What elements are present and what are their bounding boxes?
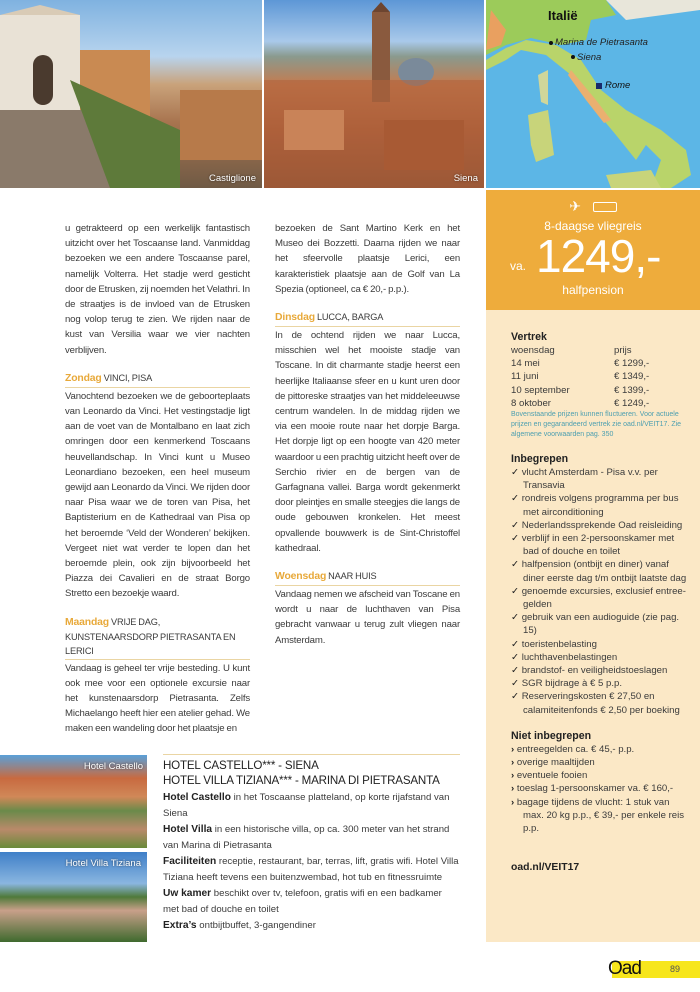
hotel-villa-tiziana-photo bbox=[0, 852, 147, 942]
included-item bbox=[511, 677, 692, 690]
included-item bbox=[511, 664, 692, 677]
divider bbox=[163, 754, 460, 755]
departure-date: 14 mei bbox=[511, 358, 540, 370]
day-heading bbox=[275, 569, 460, 586]
included-item bbox=[511, 690, 692, 716]
board-type: halfpension bbox=[562, 283, 624, 297]
row-text: beschikt over tv, telefoon, gratis wifi en een badkamer met bad of douche en toilet bbox=[163, 888, 442, 915]
row-text: receptie, restaurant, bar, terras, lift, gratis wifi. Hotel Villa Tiziana heeft tevens een buitenzwembad, hot tub en fitnessruimte bbox=[163, 856, 459, 883]
map-place-label: Siena bbox=[577, 52, 602, 63]
day-places: VRIJE DAG, KUNSTENAARSDORP PIETRASANTA EN LERICI bbox=[65, 616, 236, 656]
bus-icon bbox=[593, 202, 617, 212]
row-text: in een historische villa, op ca. 300 meter van het strand van Marina di Pietrasanta bbox=[163, 824, 450, 851]
hotel-castello-photo bbox=[0, 755, 147, 848]
excluded-item bbox=[511, 782, 692, 795]
itinerary-text: Vandaag nemen we afscheid van Toscane en wordt u naar de luchthaven van Pisa gebracht vanwaar u terug zult vliegen naar Amsterdam. bbox=[275, 589, 460, 646]
map-place-label: Rome bbox=[605, 80, 631, 91]
excluded-item bbox=[511, 769, 692, 782]
day-places: VINCI, PISA bbox=[103, 372, 153, 383]
item-text: vlucht Amsterdam - Pisa v.v. per Transavia bbox=[521, 467, 658, 492]
included-list bbox=[511, 466, 692, 717]
page-number: 89 bbox=[670, 964, 681, 974]
photo-caption: Hotel Villa Tiziana bbox=[65, 858, 141, 869]
item-text: brandstof- en veiligheidstoeslagen bbox=[521, 665, 668, 677]
check-icon: ✓ bbox=[511, 691, 520, 703]
col-header: woensdag bbox=[511, 345, 555, 356]
row-label: Uw kamer bbox=[163, 888, 212, 899]
excluded-item bbox=[511, 796, 692, 836]
item-text: Reserveringskosten € 27,50 en calamiteitenfonds € 2,50 per boeking bbox=[521, 691, 680, 716]
check-icon: ✓ bbox=[511, 533, 520, 545]
day-places: LUCCA, BARGA bbox=[316, 312, 384, 323]
departure-price: € 1249,- bbox=[614, 397, 650, 409]
included-item bbox=[511, 558, 692, 584]
hotel-row bbox=[163, 918, 460, 934]
day-name: Dinsdag bbox=[275, 312, 315, 324]
excluded-item bbox=[511, 743, 692, 756]
itinerary-text: bezoeken de Sant Martino Kerk en het Museo dei Bozzetti. Daarna rijden we naar het sfeervolle plaatsje Lerici, een karakteristiek plaatsje aan de Golf van La Spezia (optioneel, ca € 20,- p.p.). bbox=[275, 223, 460, 295]
check-icon: ✓ bbox=[511, 665, 520, 677]
row-label: Hotel Castello bbox=[163, 792, 231, 803]
plane-icon: ✈ bbox=[569, 198, 582, 214]
check-icon: ✓ bbox=[511, 493, 520, 505]
chevron-right-icon: › bbox=[511, 783, 515, 795]
item-text: bagage tijdens de vlucht: 1 stuk van max. 20 kg p.p., € 39,- per enkele reis p.p. bbox=[516, 796, 685, 835]
map-country-label: Italië bbox=[548, 8, 578, 23]
trip-link[interactable]: oad.nl/VEIT17 bbox=[511, 862, 580, 874]
departure-date: 10 september bbox=[511, 384, 570, 396]
itinerary-text: u getrakteerd op een werkelijk fantastisch uitzicht over het Toscaanse land. Vanmiddag bezoeken we een andere Toscaanse parel, namelijk Volterra. Het stadje werd gesticht door de Etrusken, zij noemden het Velathri. In de straatjes is de invloed van de Etrusken nog volop terug te zien. We rijden naar de kust van Versilia waar we vier nachten verblijven. bbox=[65, 223, 250, 356]
item-text: overige maaltijden bbox=[516, 757, 595, 769]
chevron-right-icon: › bbox=[511, 770, 515, 782]
check-icon: ✓ bbox=[511, 678, 520, 690]
price-amount: 1249,- bbox=[536, 230, 661, 282]
included-item bbox=[511, 492, 692, 518]
price-note: Bovenstaande prijzen kunnen fluctueren. Voor actuele prijzen en gegarandeerd vertrek zie oad.nl/VEIT17. Zie algemene voorwaarden pag. 350 bbox=[511, 411, 682, 439]
photo-castiglione bbox=[0, 0, 262, 188]
day-heading bbox=[65, 371, 250, 388]
row-label: Hotel Villa bbox=[163, 824, 213, 835]
check-icon: ✓ bbox=[511, 519, 520, 531]
hotel-row bbox=[163, 822, 460, 854]
included-item bbox=[511, 532, 692, 558]
itinerary-column-left bbox=[65, 221, 250, 737]
itinerary-text: Vandaag is geheel ter vrije besteding. U kunt ook mee voor een optionele excursie naar het kunstenaarsdorp Pietrasanta. Zelfs Michaelango heeft hier een atelier gehad. We maken een wandeling door het plaatsje en bbox=[65, 662, 250, 735]
photo-caption: Castiglione bbox=[209, 173, 256, 184]
check-icon: ✓ bbox=[511, 651, 520, 663]
item-text: luchthavenbelastingen bbox=[521, 651, 618, 663]
hotel-title: HOTEL CASTELLO*** - SIENA bbox=[163, 759, 319, 772]
day-heading bbox=[275, 310, 460, 327]
included-item bbox=[511, 585, 692, 611]
item-text: toeristenbelasting bbox=[521, 638, 597, 650]
item-text: entreegelden ca. € 45,- p.p. bbox=[516, 743, 635, 755]
departure-date: 11 juni bbox=[511, 371, 539, 383]
excluded-list bbox=[511, 743, 692, 835]
departure-price: € 1299,- bbox=[614, 358, 650, 370]
hotel-row bbox=[163, 854, 460, 886]
check-icon: ✓ bbox=[511, 612, 520, 624]
map-italy bbox=[486, 0, 700, 188]
day-heading bbox=[65, 615, 250, 660]
vertrek-heading: Vertrek bbox=[511, 331, 547, 343]
price-box bbox=[486, 190, 700, 310]
photo-caption: Hotel Castello bbox=[83, 761, 143, 772]
item-text: Nederlandssprekende Oad reisleiding bbox=[521, 519, 683, 531]
itinerary-column-middle bbox=[275, 221, 460, 648]
col-header: prijs bbox=[614, 345, 632, 356]
departure-price: € 1349,- bbox=[614, 371, 650, 383]
excluded-item bbox=[511, 756, 692, 769]
day-name: Zondag bbox=[65, 372, 102, 384]
day-places: NAAR HUIS bbox=[328, 571, 377, 582]
included-item bbox=[511, 651, 692, 664]
footer-bar bbox=[608, 958, 700, 979]
check-icon: ✓ bbox=[511, 638, 520, 650]
trip-length: 8-daagse vliegreis bbox=[544, 219, 642, 233]
row-text: in het Toscaanse platteland, op korte rijafstand van Siena bbox=[163, 792, 450, 819]
item-text: SGR bijdrage à € 5 p.p. bbox=[521, 678, 622, 690]
info-panel bbox=[486, 310, 700, 942]
item-text: rondreis volgens programma per bus met airconditioning bbox=[521, 493, 679, 518]
departure-table bbox=[511, 344, 692, 410]
niet-inbegrepen-heading: Niet inbegrepen bbox=[511, 729, 592, 742]
inbegrepen-heading: Inbegrepen bbox=[511, 453, 569, 466]
day-name: Woensdag bbox=[275, 571, 327, 583]
chevron-right-icon: › bbox=[511, 743, 515, 755]
chevron-right-icon: › bbox=[511, 796, 515, 808]
row-text: ontbijtbuffet, 3-gangendiner bbox=[196, 920, 316, 931]
hotel-row bbox=[163, 886, 460, 918]
departure-date: 8 oktober bbox=[511, 397, 552, 409]
photo-siena bbox=[264, 0, 484, 188]
day-name: Maandag bbox=[65, 616, 109, 628]
included-item bbox=[511, 638, 692, 651]
check-icon: ✓ bbox=[511, 559, 520, 571]
hotel-row bbox=[163, 790, 460, 822]
item-text: toeslag 1-persoonskamer va. € 160,- bbox=[516, 783, 674, 795]
item-text: genoemde excursies, exclusief entree-gelden bbox=[521, 585, 686, 611]
check-icon: ✓ bbox=[511, 467, 520, 479]
price-prefix: va. bbox=[510, 259, 527, 273]
itinerary-text: In de ochtend rijden we naar Lucca, misschien wel het mooiste stadje van Toscane. In dit charmante stadje heerst een heerlijke Italiaanse sfeer en u kunt uren door de pittoreske straatjes van het middeleeuwse centrum wandelen. In de middag rijden we via een mooie route naar het dorpje Barga. Het dorpje ligt op een hoogte van 420 meter waardoor u een prachtig uitzicht heeft over de Serchio rivier en de bergen van de Garfagnana vallei. Barga wordt gekenmerkt door pleintjes en smalle steegjes die langs de oude gebouwen kronkelen. Het meest opvallende bouwwerk is de Sint-Christoffel kathedraal. bbox=[275, 330, 460, 554]
departure-price: € 1399,- bbox=[614, 384, 650, 396]
chevron-right-icon: › bbox=[511, 757, 515, 769]
included-item bbox=[511, 611, 692, 637]
item-text: gebruik van een audioguide (zie pag. 15) bbox=[521, 612, 680, 637]
itinerary-text: Vanochtend bezoeken we de geboorteplaats van Leonardo da Vinci. Het vestingstadje ligt aan de voet van de Montalbano en laat zich omringen door een kenmerkend Toscaans heuvellandschap. In Vinci kunt u Museo Leonardiano bezoeken, een heel museum gewijd aan Leonardo da Vinci. We rijden door naar Pisa waar we de toren van Pisa, het Baptisterium en de Kathedraal van Pisa op het beroemde ‘Veld der Wonderen’ bekijken. Vergeet niet wat verder te lopen dan het beroemde plein, ook zijn bijvoorbeeld het Piazza dei Cavalieri en de straat Borgo Stretto een bezoekje waard. bbox=[65, 390, 250, 600]
row-label: Faciliteiten bbox=[163, 856, 217, 867]
row-label: Extra’s bbox=[163, 920, 197, 931]
hotel-title: HOTEL VILLA TIZIANA*** - MARINA DI PIETRASANTA bbox=[163, 774, 440, 787]
photo-caption: Siena bbox=[453, 173, 478, 184]
item-text: halfpension (ontbijt en diner) vanaf diner eerste dag t/m ontbijt laatste dag bbox=[521, 559, 687, 584]
item-text: verblijf in een 2-persoonskamer met bad of douche en toilet bbox=[521, 533, 675, 558]
oad-logo: Oad bbox=[608, 958, 641, 979]
item-text: eventuele fooien bbox=[516, 770, 588, 782]
hotel-info bbox=[163, 758, 460, 934]
included-item bbox=[511, 466, 692, 492]
map-place-label: Marina de Pietrasanta bbox=[555, 37, 648, 48]
included-item bbox=[511, 519, 692, 532]
check-icon: ✓ bbox=[511, 585, 520, 597]
